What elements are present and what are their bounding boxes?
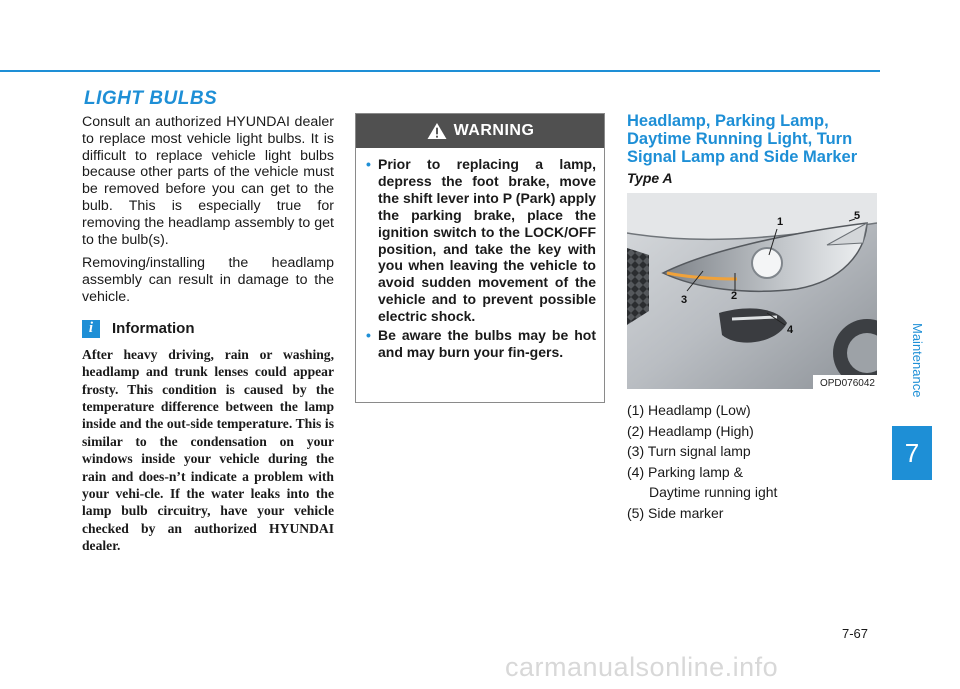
warning-box: [355, 113, 605, 403]
section-title: LIGHT BULBS: [84, 88, 218, 109]
callout-3: 3: [681, 294, 688, 306]
bullet-icon: •: [366, 327, 371, 344]
bulb-legend: [627, 400, 777, 523]
left-column: [82, 114, 334, 555]
intro-paragraph: Consult an authorized HYUNDAI dealer to replace most vehicle light bulbs. It is difficult to replace vehicle light bulbs because other parts of the vehicle must be removed before you can get to the bulb. This is especially true for removing the headlamp assembly to get to the bulb(s).: [82, 114, 334, 248]
chapter-number-tab: 7: [892, 426, 932, 480]
page-number: 7-67: [842, 626, 869, 641]
legend-item: (2) Headlamp (High): [627, 422, 754, 439]
legend-item: (3) Turn signal lamp: [627, 443, 751, 459]
warning-item: [368, 156, 596, 325]
headlamp-figure: [627, 193, 877, 389]
type-label: Type A: [627, 170, 673, 186]
legend-item: (4) Parking lamp &: [627, 463, 743, 480]
headlamp-heading: Headlamp, Parking Lamp, Daytime Running Light, Turn Signal Lamp and Side Marker: [627, 112, 858, 166]
information-body: After heavy driving, rain or washing, headlamp and trunk lenses could appear frosty. This condition is caused by the temperature difference between the lamp inside and the out-side temperature. This is similar to the condensation on your windows inside your vehicle during the rain and does-n’t indicate a problem with your vehi-cle. If the water leaks into the lamp bulb circuitry, have your vehicle checked by an authorized HYUNDAI dealer.: [82, 346, 334, 554]
top-rule: [0, 70, 880, 72]
callout-2: 2: [731, 290, 738, 302]
warning-label: WARNING: [453, 122, 535, 139]
info-icon: i: [82, 320, 100, 338]
callout-1: 1: [777, 216, 784, 228]
chapter-section-label: Maintenance: [910, 322, 925, 398]
headlamp-illustration: [627, 193, 877, 389]
warning-list: [356, 156, 604, 361]
warning-header: [356, 114, 604, 148]
legend-item: Daytime running ight: [649, 484, 778, 500]
figure-code: OPD076042: [819, 378, 875, 389]
warning-triangle-icon: [426, 122, 448, 140]
callout-4: 4: [787, 324, 794, 336]
information-heading: [82, 320, 334, 338]
callout-5: 5: [854, 210, 861, 222]
bullet-icon: •: [366, 156, 371, 172]
intro-paragraph: Removing/installing the headlamp assembly can result in damage to the vehicle.: [82, 255, 334, 305]
warning-item-text: Be aware the bulbs may be hot and may burn your fin-gers.: [378, 327, 596, 360]
warning-item-text: Prior to replacing a lamp, depress the foot brake, move the shift lever into P (Park) apply the parking brake, place the ignition switch to the LOCK/OFF position, and take the key with you when leaving the vehicle to avoid sudden movement of the vehicle and to prevent possible electric shock.: [378, 156, 596, 325]
warning-item: [368, 327, 596, 361]
watermark-text: carmanualsonline.info: [505, 652, 779, 682]
legend-item: (1) Headlamp (Low): [627, 402, 751, 418]
information-title: Information: [112, 320, 195, 338]
legend-item: (5) Side marker: [627, 504, 724, 521]
